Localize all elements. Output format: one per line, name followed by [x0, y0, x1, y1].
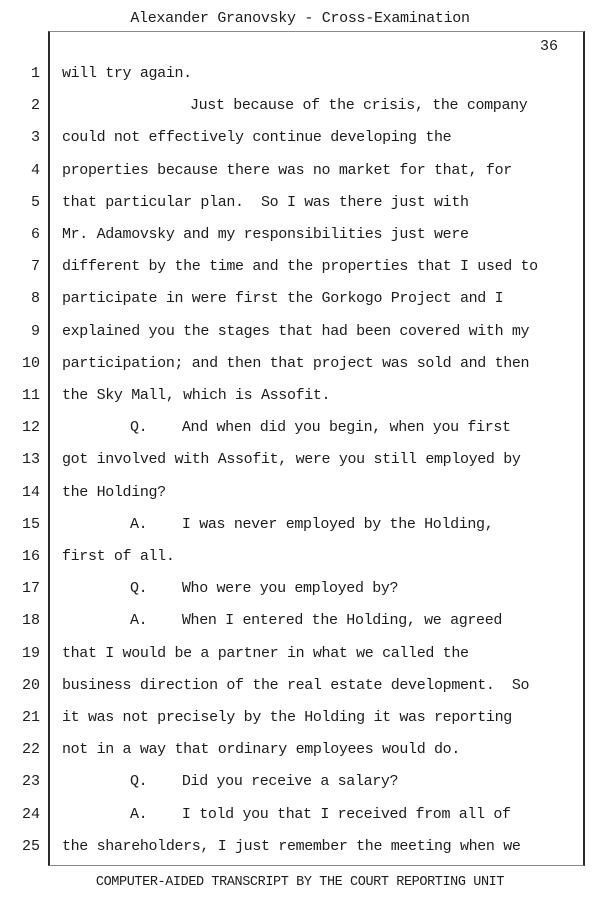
transcript-line [0, 638, 600, 670]
line-text: Q. Who were you employed by? [130, 580, 399, 598]
transcript-line [0, 283, 600, 315]
transcript-line [0, 219, 600, 251]
line-text: properties because there was no market for that, for [62, 161, 512, 179]
transcript-line [0, 316, 600, 348]
line-number: 23 [21, 773, 40, 791]
line-number: 15 [21, 515, 40, 533]
transcript-line [0, 509, 600, 541]
line-text: that particular plan. So I was there just with [62, 193, 469, 211]
line-number: 22 [21, 741, 40, 759]
transcript-line [0, 573, 600, 605]
line-number: 6 [30, 226, 40, 243]
line-number: 13 [21, 451, 40, 469]
transcript-line [0, 444, 600, 476]
transcript-line [0, 155, 600, 187]
transcript-line [0, 702, 600, 734]
line-text: will try again. [62, 65, 192, 82]
line-text: different by the time and the properties that I used to [62, 258, 538, 276]
line-number: 17 [21, 580, 40, 598]
line-text: not in a way that ordinary employees would do. [62, 741, 460, 759]
transcript-line [0, 605, 600, 637]
transcript-line [0, 58, 600, 90]
transcript-line [0, 477, 600, 509]
transcript-line [0, 122, 600, 154]
page-number: 36 [539, 38, 558, 55]
transcript-line [0, 348, 600, 380]
line-text: business direction of the real estate development. So [62, 676, 530, 694]
line-text: the Holding? [62, 483, 166, 501]
line-number: 2 [30, 97, 40, 115]
transcript-line [0, 541, 600, 573]
line-text: Just because of the crisis, the company [190, 97, 528, 115]
line-number: 14 [21, 483, 40, 501]
line-text: first of all. [62, 548, 175, 565]
line-number: 24 [21, 805, 40, 823]
line-number: 7 [30, 258, 40, 276]
transcript-line [0, 734, 600, 766]
line-number: 4 [30, 161, 40, 179]
page-header-title: Alexander Granovsky - Cross-Examination [130, 10, 470, 27]
transcript-line [0, 412, 600, 444]
line-number: 21 [21, 709, 40, 726]
line-number: 25 [21, 837, 40, 855]
transcript-line [0, 799, 600, 831]
line-text: explained you the stages that had been covered with my [62, 322, 530, 340]
line-text: Mr. Adamovsky and my responsibilities just were [62, 226, 469, 243]
line-text: the shareholders, I just remember the meeting when we [62, 837, 521, 855]
line-text: the Sky Mall, which is Assofit. [62, 387, 331, 404]
transcript-line [0, 380, 600, 412]
line-number: 11 [21, 387, 40, 404]
line-text: participation; and then that project was sold and then [62, 354, 530, 372]
line-text: A. I told you that I received from all of [130, 805, 511, 823]
line-text: that I would be a partner in what we called the [62, 644, 469, 662]
transcript-line [0, 251, 600, 283]
line-number: 19 [21, 644, 40, 662]
line-text: Q. And when did you begin, when you first [130, 419, 511, 437]
line-text: A. When I entered the Holding, we agreed [130, 612, 503, 630]
line-number: 1 [30, 65, 40, 82]
transcript-line [0, 766, 600, 798]
line-number: 8 [30, 290, 40, 308]
line-number: 5 [30, 193, 40, 211]
line-number: 9 [30, 322, 40, 340]
transcript-line [0, 187, 600, 219]
line-text: could not effectively continue developing the [62, 129, 452, 147]
line-number: 12 [21, 419, 40, 437]
line-text: it was not precisely by the Holding it was reporting [62, 709, 512, 726]
line-number: 3 [30, 129, 40, 147]
line-text: got involved with Assofit, were you still employed by [62, 451, 521, 469]
transcript-line [0, 670, 600, 702]
line-text: A. I was never employed by the Holding, [130, 515, 494, 533]
line-number: 10 [21, 354, 40, 372]
line-number: 20 [21, 676, 40, 694]
line-text: Q. Did you receive a salary? [130, 773, 399, 791]
line-number: 18 [21, 612, 40, 630]
page-footer: COMPUTER-AIDED TRANSCRIPT BY THE COURT REPORTING UNIT [95, 875, 505, 890]
line-text: participate in were first the Gorkogo Project and I [62, 290, 504, 308]
transcript-line [0, 90, 600, 122]
transcript-line [0, 831, 600, 863]
line-number: 16 [21, 548, 40, 565]
